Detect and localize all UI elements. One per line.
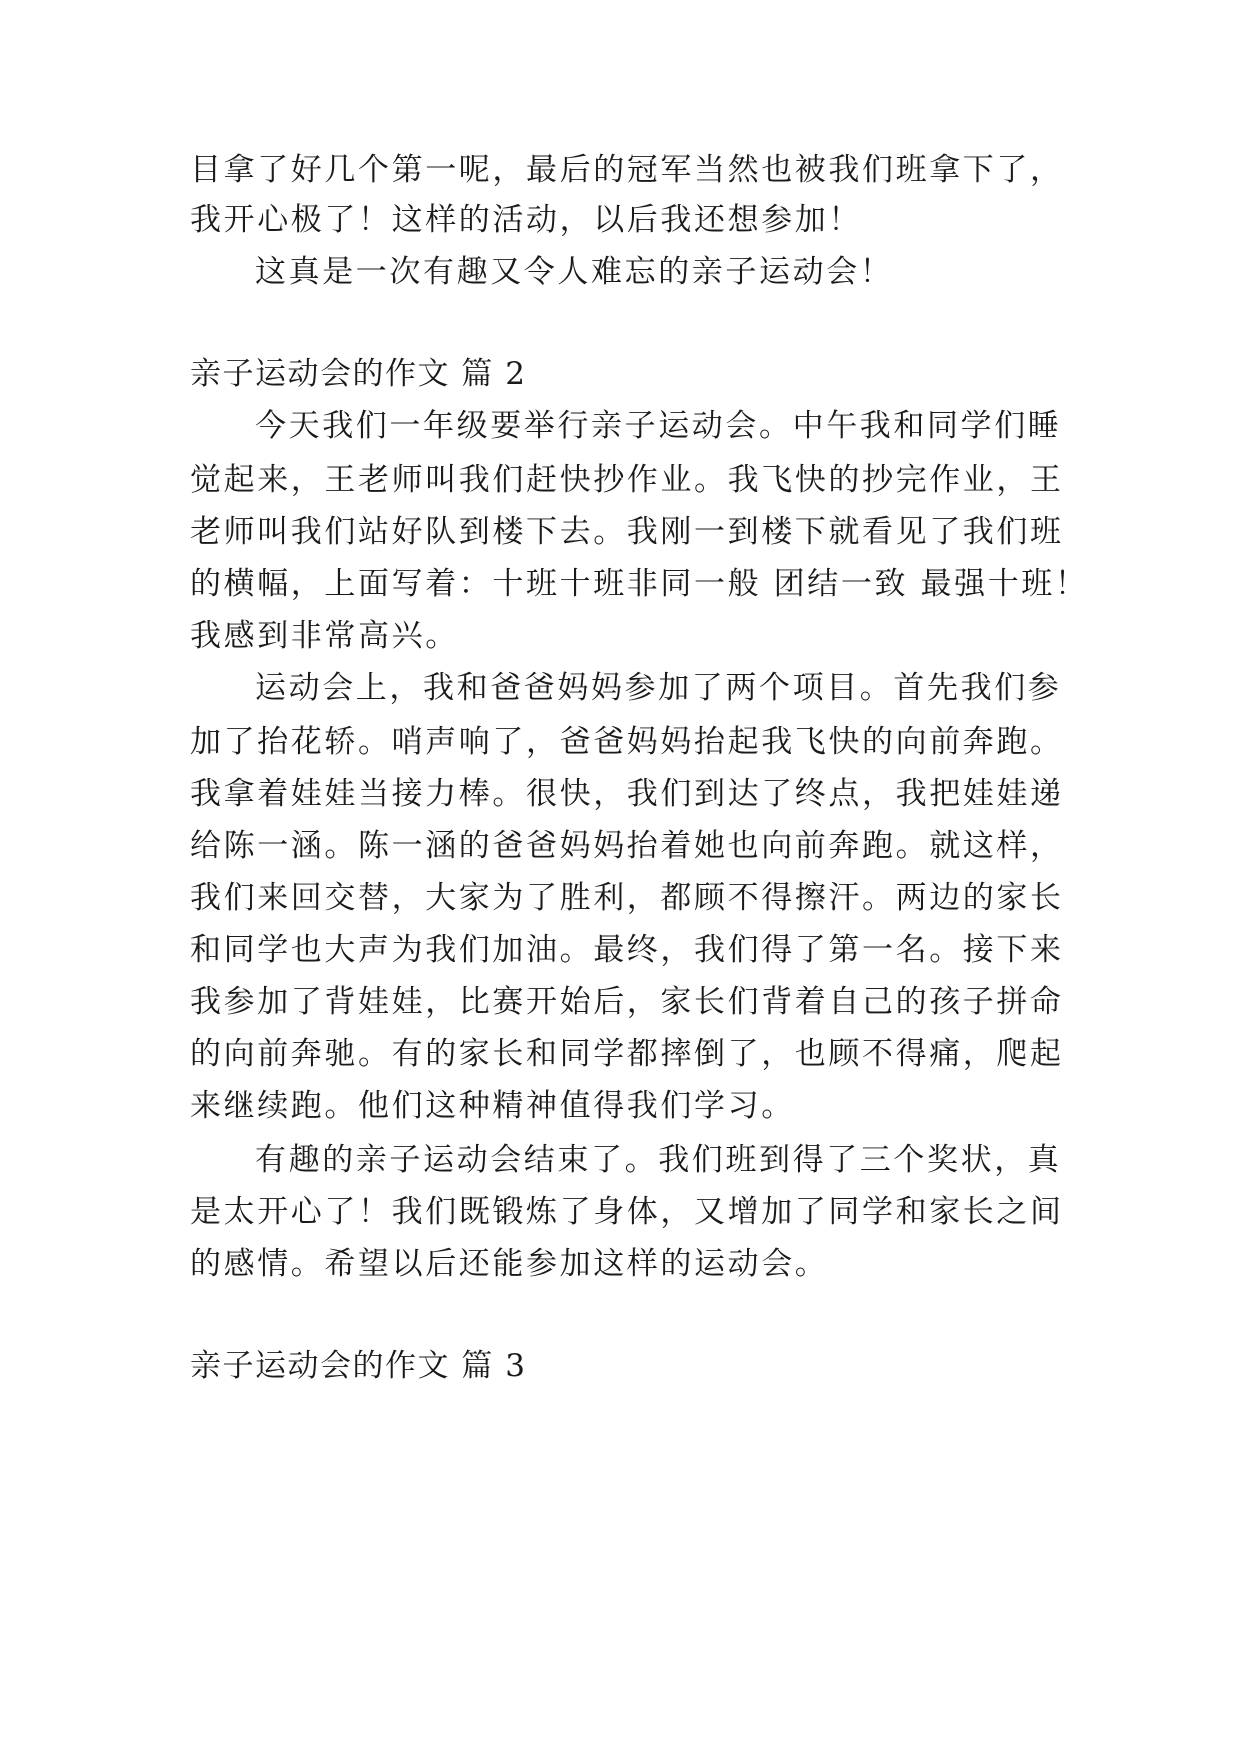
section-heading: 亲子运动会的作文 篇 3 [190,1348,527,1384]
paragraph-line: 今天我们一年级要举行亲子运动会。中午我和同学们睡 [255,408,1062,444]
paragraph-line: 我参加了背娃娃，比赛开始后，家长们背着自己的孩子拼命 [190,984,1064,1020]
paragraph-line: 的横幅，上面写着：十班十班非同一般 团结一致 最强十班！ [190,566,1089,602]
paragraph-line: 和同学也大声为我们加油。最终，我们得了第一名。接下来 [190,932,1064,968]
paragraph-line: 加了抬花轿。哨声响了，爸爸妈妈抬起我飞快的向前奔跑。 [190,724,1064,760]
paragraph-line: 我拿着娃娃当接力棒。很快，我们到达了终点，我把娃娃递 [190,776,1064,812]
paragraph-line: 目拿了好几个第一呢，最后的冠军当然也被我们班拿下了， [190,152,1064,188]
paragraph-line: 这真是一次有趣又令人难忘的亲子运动会！ [255,254,894,290]
paragraph-line: 的向前奔驰。有的家长和同学都摔倒了，也顾不得痛，爬起 [190,1036,1064,1072]
paragraph-line: 的感情。希望以后还能参加这样的运动会。 [190,1246,829,1282]
paragraph-line: 给陈一涵。陈一涵的爸爸妈妈抬着她也向前奔跑。就这样， [190,828,1064,864]
paragraph-line: 觉起来，王老师叫我们赶快抄作业。我飞快的抄完作业，王 [190,462,1064,498]
paragraph-line: 运动会上，我和爸爸妈妈参加了两个项目。首先我们参 [255,670,1062,706]
paragraph-line: 是太开心了！我们既锻炼了身体，又增加了同学和家长之间 [190,1194,1064,1230]
paragraph-line: 有趣的亲子运动会结束了。我们班到得了三个奖状，真 [255,1142,1062,1178]
paragraph-line: 我们来回交替，大家为了胜利，都顾不得擦汗。两边的家长 [190,880,1064,916]
section-heading: 亲子运动会的作文 篇 2 [190,356,527,392]
paragraph-line: 老师叫我们站好队到楼下去。我刚一到楼下就看见了我们班 [190,514,1064,550]
paragraph-line: 我开心极了！这样的活动，以后我还想参加！ [190,202,862,238]
paragraph-line: 来继续跑。他们这种精神值得我们学习。 [190,1088,795,1124]
paragraph-line: 我感到非常高兴。 [190,618,459,654]
